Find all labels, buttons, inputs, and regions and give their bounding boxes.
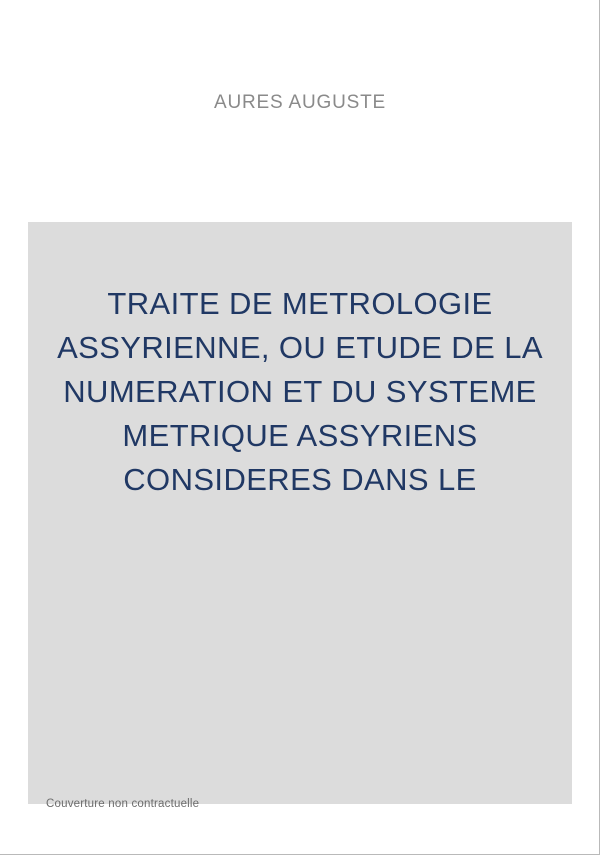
author-name: AURES AUGUSTE bbox=[214, 92, 386, 113]
cover-disclaimer: Couverture non contractuelle bbox=[46, 798, 200, 810]
book-title: TRAITE DE METROLOGIE ASSYRIENNE, OU ETUDE DE LA NUMERATION ET DU SYSTEME METRIQUE ASSYRIENS CONSIDERES DANS LE bbox=[57, 286, 543, 497]
